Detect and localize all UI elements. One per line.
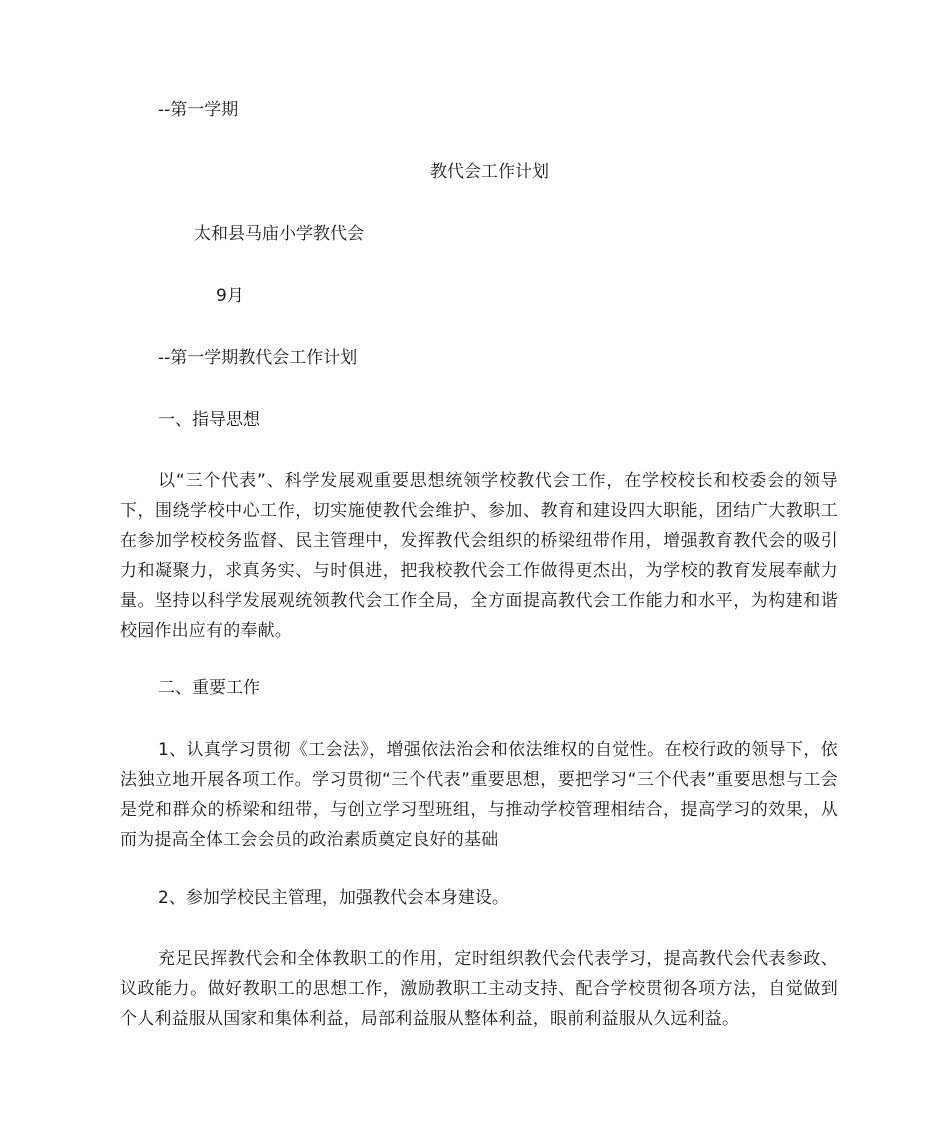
section1-heading: 一、指导思想 [158, 410, 260, 430]
section1-paragraph: 以“三个代表”、科学发展观重要思想统领学校教代会工作，在学校校长和校委会的领导下，围绕学校中心工作，切实施使教代会维护、参加、教育和建设四大职能，团结广大教职工在参加学校校务监督、民主管理中，发挥教代会组织的桥梁纽带作用，增强教育教代会的吸引力和凝聚力，求真务实、与时俱进，把我校教代会工作做得更杰出，为学校的教育发展奉献力量。坚持以科学发展观统领教代会工作全局，全方面提高教代会工作能力和水平，为构建和谐校园作出应有的奉献。 [120, 471, 838, 641]
document-subtitle: --第一学期教代会工作计划 [158, 348, 358, 368]
organization-name: 太和县马庙小学教代会 [194, 224, 364, 244]
section2-item-2: 2、参加学校民主管理，加强教代会本身建设。 [158, 888, 509, 908]
section2-item-1: 1、认真学习贯彻《工会法》，增强依法治会和依法维权的自觉性。在校行政的领导下，依法独立地开展各项工作。学习贯彻“三个代表”重要思想，要把学习“三个代表”重要思想与工会是党和群众的桥梁和纽带，与创立学习型班组，与推动学校管理相结合，提高学习的效果，从而为提高全体工会会员的政治素质奠定良好的基础 [120, 740, 838, 850]
document-title: 教代会工作计划 [430, 162, 549, 182]
section2-heading: 二、重要工作 [158, 678, 260, 698]
section2-paragraph: 充足民挥教代会和全体教职工的作用，定时组织教代会代表学习，提高教代会代表参政、议政能力。做好教职工的思想工作，激励教职工主动支持、配合学校贯彻各项方法，自觉做到个人利益服从国家和集体利益，局部利益服从整体利益，眼前利益服从久远利益。 [120, 949, 838, 1029]
semester-line: --第一学期 [158, 100, 239, 120]
document-date: 9月 [216, 286, 244, 306]
